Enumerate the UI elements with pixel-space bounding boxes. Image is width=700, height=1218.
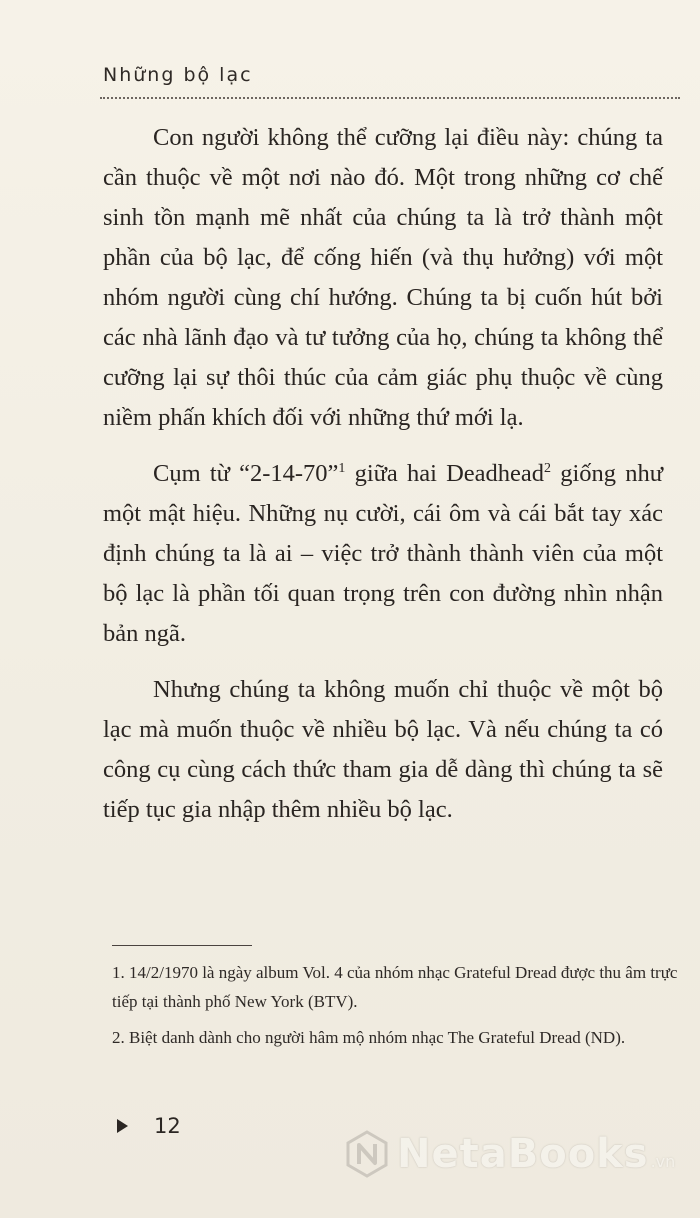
triangle-right-icon xyxy=(117,1119,128,1133)
paragraph-2-part-2: giữa hai Deadhead xyxy=(345,460,545,487)
page-number xyxy=(117,1114,181,1138)
footnote-rule xyxy=(112,945,252,946)
paragraph-2-part-3: giống như một mật hiệu. Những nụ cười, cái ôm và cái bắt tay xác định chúng ta là ai – việc trở thành thành viên của một bộ lạc là phần tối quan trọng trên con đường nhìn nhận bản ngã. xyxy=(103,460,663,647)
watermark-suffix: .vn xyxy=(650,1151,676,1171)
footnotes xyxy=(112,958,682,1059)
page-number-text: 12 xyxy=(154,1114,181,1138)
hexagon-n-logo-icon xyxy=(345,1130,389,1178)
paragraph-1: Con người không thể cưỡng lại điều này: chúng ta cần thuộc về một nơi nào đó. Một trong những cơ chế sinh tồn mạnh mẽ nhất của chúng ta là trở thành một phần của bộ lạc, để cống hiến (và thụ hưởng) với một nhóm người cùng chí hướng. Chúng ta bị cuốn hút bởi các nhà lãnh đạo và tư tưởng của họ, chúng ta không thể cưỡng lại sự thôi thúc của cảm giác phụ thuộc về cùng niềm phấn khích đối với những thứ mới lạ. xyxy=(103,124,663,431)
footnote-2: 2. Biệt danh dành cho người hâm mộ nhóm nhạc The Grateful Dread (ND). xyxy=(112,1028,626,1047)
watermark xyxy=(345,1130,675,1178)
body-text xyxy=(103,118,663,846)
watermark-brand: NetaBooks xyxy=(397,1131,649,1177)
footnote-1: 1. 14/2/1970 là ngày album Vol. 4 của nhóm nhạc Grateful Dread được thu âm trực tiếp tại thành phố New York (BTV). xyxy=(112,963,678,1011)
paragraph-2 xyxy=(103,454,663,654)
header-dotted-rule xyxy=(100,97,680,99)
running-head-title: Những bộ lạc xyxy=(103,64,253,86)
paragraph-2-part-1: Cụm từ “2-14-70” xyxy=(153,460,339,487)
footnote-ref-1: 1 xyxy=(338,460,346,476)
footnote-ref-2: 2 xyxy=(544,460,552,476)
paragraph-3: Nhưng chúng ta không muốn chỉ thuộc về một bộ lạc mà muốn thuộc về nhiều bộ lạc. Và nếu chúng ta có công cụ cùng cách thức tham gia dễ dàng thì chúng ta sẽ tiếp tục gia nhập thêm nhiều bộ lạc. xyxy=(103,676,663,823)
